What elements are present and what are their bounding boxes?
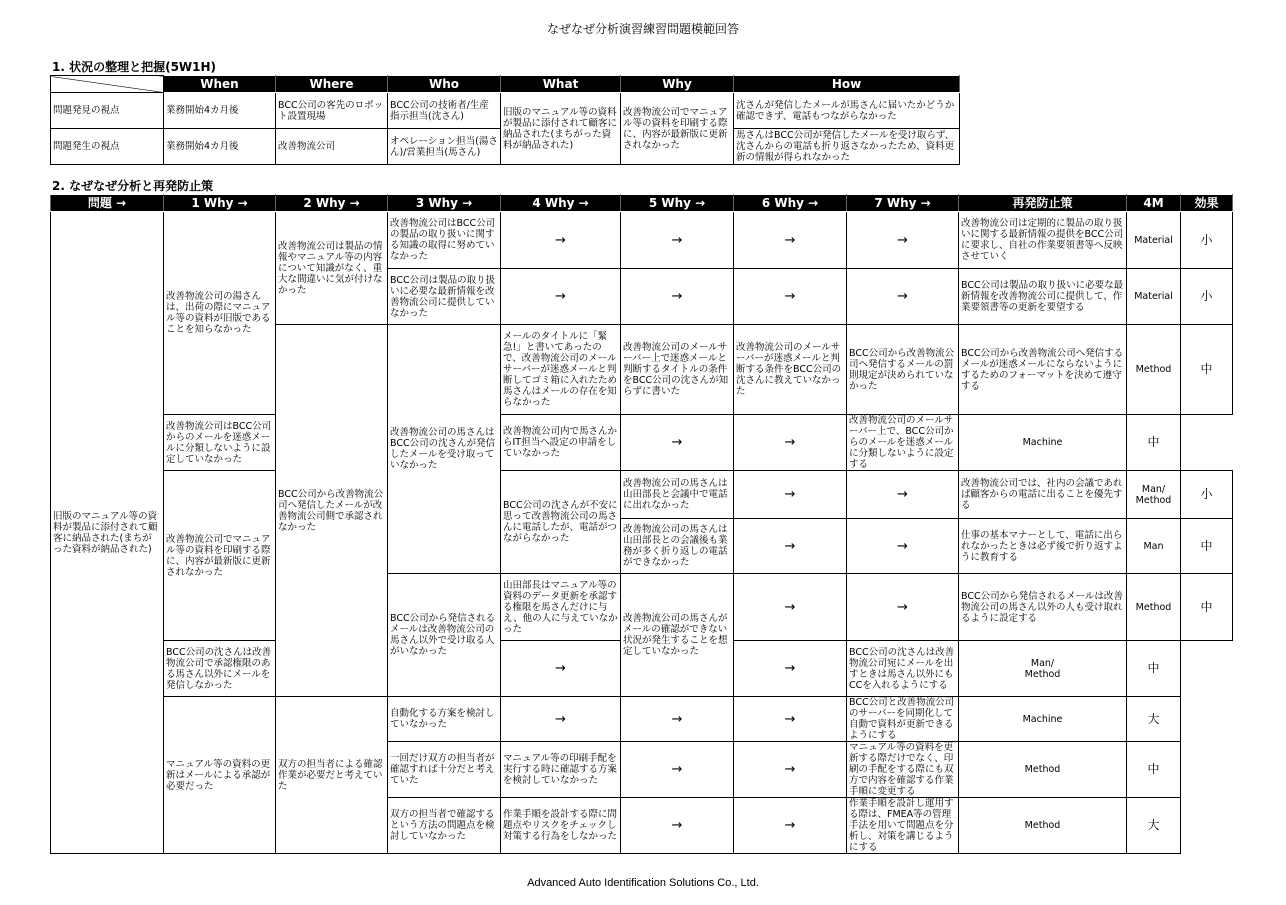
header-why3: 3 Why → bbox=[388, 195, 501, 212]
header-why7: 7 Why → bbox=[847, 195, 959, 212]
cell-where: BCC公司の客先のロボット設置現場 bbox=[276, 93, 388, 129]
cell-measure: 改善物流公司のメールサーバー上で、BCC公司からのメールを迷惑メールに分類しないように設定する bbox=[847, 415, 959, 471]
cell-effect: 中 bbox=[1127, 641, 1181, 697]
cell-what: 旧版のマニュアル等の資料が製品に添付されて顧客に納品された(まちがった資料が納品された) bbox=[501, 93, 621, 165]
cell-measure: BCC公司の沈さんは改善物流公司宛にメールを出すときは馬さん以外にもCCを入れるようにする bbox=[847, 641, 959, 697]
cell-4m: Method bbox=[959, 742, 1127, 798]
row-label: 問題発見の視点 bbox=[51, 93, 164, 129]
arrow-icon: → bbox=[734, 574, 847, 641]
arrow-icon: → bbox=[621, 742, 734, 798]
cell-effect: 中 bbox=[1181, 574, 1233, 641]
cell-why5: 作業手順を設計する際に問題点やリスクをチェックし対策する行為をしなかった bbox=[501, 798, 621, 854]
cell-why2: マニュアル等の資料の更新はメールによる承認が必要だった bbox=[164, 697, 276, 854]
arrow-icon: → bbox=[734, 212, 847, 269]
arrow-icon: → bbox=[734, 742, 847, 798]
cell-4m: Material bbox=[1127, 212, 1181, 269]
cell-why3: 改善物流公司の馬さんはBCC公司の沈さんが発信したメールを受け取っていなかった bbox=[388, 325, 501, 574]
cell-4m: Man/ Method bbox=[959, 641, 1127, 697]
arrow-icon: → bbox=[621, 212, 734, 269]
table-row bbox=[51, 471, 1233, 519]
cell-why4: BCC公司の沈さんが不安に思って改善物流公司の馬さんに電話したが、電話がつながらなかった bbox=[501, 471, 621, 574]
cell-effect: 小 bbox=[1181, 471, 1233, 519]
arrow-icon: → bbox=[847, 269, 959, 325]
cell-4m: Machine bbox=[959, 697, 1127, 742]
section1-heading: 1. 状況の整理と把握(5W1H) bbox=[52, 60, 217, 74]
cell-why5: マニュアル等の印刷手配を実行する時に確認する方案を検討していなかった bbox=[501, 742, 621, 798]
arrow-icon: → bbox=[734, 415, 847, 471]
cell-why1: 改善物流公司の湯さんは、出荷の際にマニュアル等の資料が旧版であることを知らなかった bbox=[164, 212, 276, 415]
cell-why4: メールのタイトルに「緊急!」と書いてあったので、改善物流公司のメールサーバーが迷惑メールと判断してゴミ箱に入れたため馬さんはメールの存在を知らなかった bbox=[501, 325, 621, 415]
arrow-icon: → bbox=[734, 798, 847, 854]
cell-measure: 改善物流公司は定期的に製品の取り扱いに関する最新情報の提供をBCC公司に要求し、自社の作業要領書等へ反映させていく bbox=[959, 212, 1127, 269]
cell-4m: Method bbox=[1127, 574, 1181, 641]
arrow-icon: → bbox=[501, 641, 621, 697]
cell-4m: Machine bbox=[959, 415, 1127, 471]
cell-why3: 改善物流公司はBCC公司の製品の取り扱いに関する知識の取得に努めていなかった bbox=[388, 212, 501, 269]
header-problem: 問題 → bbox=[51, 195, 164, 212]
header-why4: 4 Why → bbox=[501, 195, 621, 212]
arrow-icon: → bbox=[621, 269, 734, 325]
cell-effect: 中 bbox=[1181, 325, 1233, 415]
arrow-icon: → bbox=[847, 471, 959, 519]
arrow-icon: → bbox=[621, 415, 734, 471]
arrow-icon: → bbox=[734, 641, 847, 697]
cell-why1: 改善物流公司でマニュアル等の資料を印刷する際に、内容が最新版に更新されなかった bbox=[164, 471, 276, 641]
cell-why5: 改善物流公司の馬さんは山田部長との会議後も業務が多く折り返しの電話ができなかった bbox=[621, 519, 734, 574]
cell-4m: Method bbox=[959, 798, 1127, 854]
cell-how: 馬さんはBCC公司が発信したメールを受け取らず、沈さんからの電話も折り返さなかったため、資料更新の情報が得られなかった bbox=[734, 129, 960, 165]
cell-why4: 双方の担当者で確認するという方法の問題点を検討していなかった bbox=[388, 798, 501, 854]
header-measure: 再発防止策 bbox=[959, 195, 1127, 212]
why-why-table bbox=[50, 194, 1233, 854]
cell-4m: Man/ Method bbox=[1127, 471, 1181, 519]
cell-measure: BCC公司から発信されるメールは改善物流公司の馬さん以外の人も受け取れるように設定する bbox=[959, 574, 1127, 641]
cell-effect: 大 bbox=[1127, 798, 1181, 854]
cell-measure: BCC公司は製品の取り扱いに必要な最新情報を改善物流公司に提供して、作業要領書等の更新を要望する bbox=[959, 269, 1127, 325]
header-how: How bbox=[734, 76, 960, 93]
cell-effect: 小 bbox=[1181, 269, 1233, 325]
header-effect: 効果 bbox=[1181, 195, 1233, 212]
cell-why4: 自動化する方案を検討していなかった bbox=[388, 697, 501, 742]
cell-measure: BCC公司と改善物流公司のサーバーを同期化して自動で資料が更新できるようにする bbox=[847, 697, 959, 742]
cell-why2: 改善物流公司は製品の情報やマニュアル等の内容について知識がなく、重大な間違いに気が付けなかった bbox=[276, 212, 388, 325]
cell-why5: 改善物流公司の馬さんは山田部長と会議中で電話に出れなかった bbox=[621, 471, 734, 519]
cell-problem: 旧版のマニュアル等の資料が製品に添付されて顧客に納品された(まちがった資料が納品された) bbox=[51, 212, 164, 854]
header-where: Where bbox=[276, 76, 388, 93]
cell-why3: BCC公司から発信されるメールは改善物流公司の馬さん以外で受け取る人がいなかった bbox=[388, 574, 501, 697]
cell-why7: BCC公司から改善物流公司へ発信するメールの罰則規定が決められていなかった bbox=[847, 325, 959, 415]
cell-effect: 大 bbox=[1127, 697, 1181, 742]
table-row bbox=[51, 212, 1233, 269]
cell-why6: 改善物流公司のメールサーバーが迷惑メールと判断する条件をBCC公司の沈さんに教えていなかった bbox=[734, 325, 847, 415]
cell-why4: 改善物流公司はBCC公司からのメールを迷惑メールに分類しないように設定していなかった bbox=[164, 415, 276, 471]
arrow-icon: → bbox=[734, 519, 847, 574]
cell-why4: BCC公司の沈さんは改善物流公司で承認権限のある馬さん以外にメールを発信しなかった bbox=[164, 641, 276, 697]
arrow-icon: → bbox=[501, 697, 621, 742]
table-row bbox=[51, 697, 1233, 742]
cell-4m: Man bbox=[1127, 519, 1181, 574]
cell-why4: 山田部長はマニュアル等の資料のデータ更新を承認する権限を馬さんだけに与え、他の人に与えていなかった bbox=[501, 574, 621, 641]
cell-measure: マニュアル等の資料を更新する際だけでなく、印刷の手配をする際にも双方で内容を確認する作業手順に変更する bbox=[847, 742, 959, 798]
cell-why5: 改善物流公司内で馬さんからIT担当へ設定の申請をしていなかった bbox=[501, 415, 621, 471]
header-why1: 1 Why → bbox=[164, 195, 276, 212]
section2-heading: 2. なぜなぜ分析と再発防止策 bbox=[52, 179, 214, 193]
header-why2: 2 Why → bbox=[276, 195, 388, 212]
header-when: When bbox=[164, 76, 276, 93]
cell-4m: Method bbox=[1127, 325, 1181, 415]
cell-measure: 作業手順を設計し運用する際は、FMEA等の管理手法を用いて問題点を分析し、対策を講じるようにする bbox=[847, 798, 959, 854]
arrow-icon: → bbox=[847, 574, 959, 641]
header-4m: 4M bbox=[1127, 195, 1181, 212]
cell-measure: 改善物流公司では、社内の会議であれば顧客からの電話に出ることを優先する bbox=[959, 471, 1127, 519]
arrow-icon: → bbox=[621, 697, 734, 742]
arrow-icon: → bbox=[734, 697, 847, 742]
cell-who: オペレーション担当(湯さん)/営業担当(馬さん) bbox=[388, 129, 501, 165]
cell-where: 改善物流公司 bbox=[276, 129, 388, 165]
5w1h-table bbox=[50, 75, 960, 165]
cell-who: BCC公司の技術者/生産指示担当(沈さん) bbox=[388, 93, 501, 129]
cell-effect: 中 bbox=[1181, 519, 1233, 574]
cell-why5: 改善物流公司の馬さんがメールの確認ができない状況が発生することを想定していなかった bbox=[621, 574, 734, 697]
cell-measure: 仕事の基本マナーとして、電話に出られなかったときは必ず後で折り返すように教育する bbox=[959, 519, 1127, 574]
cell-why4: 一回だけ双方の担当者が確認すれば十分だと考えていた bbox=[388, 742, 501, 798]
header-why6: 6 Why → bbox=[734, 195, 847, 212]
arrow-icon: → bbox=[734, 269, 847, 325]
cell-why3: 双方の担当者による確認作業が必要だと考えていた bbox=[276, 697, 388, 854]
cell-effect: 中 bbox=[1127, 415, 1181, 471]
page-title: なぜなぜ分析演習練習問題模範回答 bbox=[546, 22, 739, 36]
table-row bbox=[51, 415, 1233, 471]
footer-company: Advanced Auto Identification Solutions Co., Ltd. bbox=[527, 877, 759, 889]
cell-why2: BCC公司から改善物流公司へ発信したメールが改善物流公司側で承認されなかった bbox=[276, 325, 388, 697]
cell-measure: BCC公司から改善物流公司へ発信するメールが迷惑メールにならないようにするためのフォーマットを決めて遵守する bbox=[959, 325, 1127, 415]
arrow-icon: → bbox=[847, 212, 959, 269]
arrow-icon: → bbox=[847, 519, 959, 574]
cell-why3: BCC公司は製品の取り扱いに必要な最新情報を改善物流公司に提供していなかった bbox=[388, 269, 501, 325]
header-corner bbox=[51, 76, 164, 93]
header-what: What bbox=[501, 76, 621, 93]
cell-why: 改善物流公司でマニュアル等の資料を印刷する際に、内容が最新版に更新されなかった bbox=[621, 93, 734, 165]
header-who: Who bbox=[388, 76, 501, 93]
row-label: 問題発生の視点 bbox=[51, 129, 164, 165]
arrow-icon: → bbox=[621, 798, 734, 854]
header-why: Why bbox=[621, 76, 734, 93]
header-why5: 5 Why → bbox=[621, 195, 734, 212]
cell-how: 沈さんが発信したメールが馬さんに届いたかどうか確認できず、電話もつながらなかった bbox=[734, 93, 960, 129]
cell-effect: 中 bbox=[1127, 742, 1181, 798]
cell-effect: 小 bbox=[1181, 212, 1233, 269]
cell-when: 業務開始4カ月後 bbox=[164, 93, 276, 129]
cell-when: 業務開始4カ月後 bbox=[164, 129, 276, 165]
arrow-icon: → bbox=[734, 471, 847, 519]
table-row bbox=[51, 93, 960, 129]
arrow-icon: → bbox=[501, 212, 621, 269]
cell-why5: 改善物流公司のメールサーバー上で迷惑メールと判断するタイトルの条件をBCC公司の沈さんが知らずに書いた bbox=[621, 325, 734, 415]
arrow-icon: → bbox=[501, 269, 621, 325]
cell-4m: Material bbox=[1127, 269, 1181, 325]
